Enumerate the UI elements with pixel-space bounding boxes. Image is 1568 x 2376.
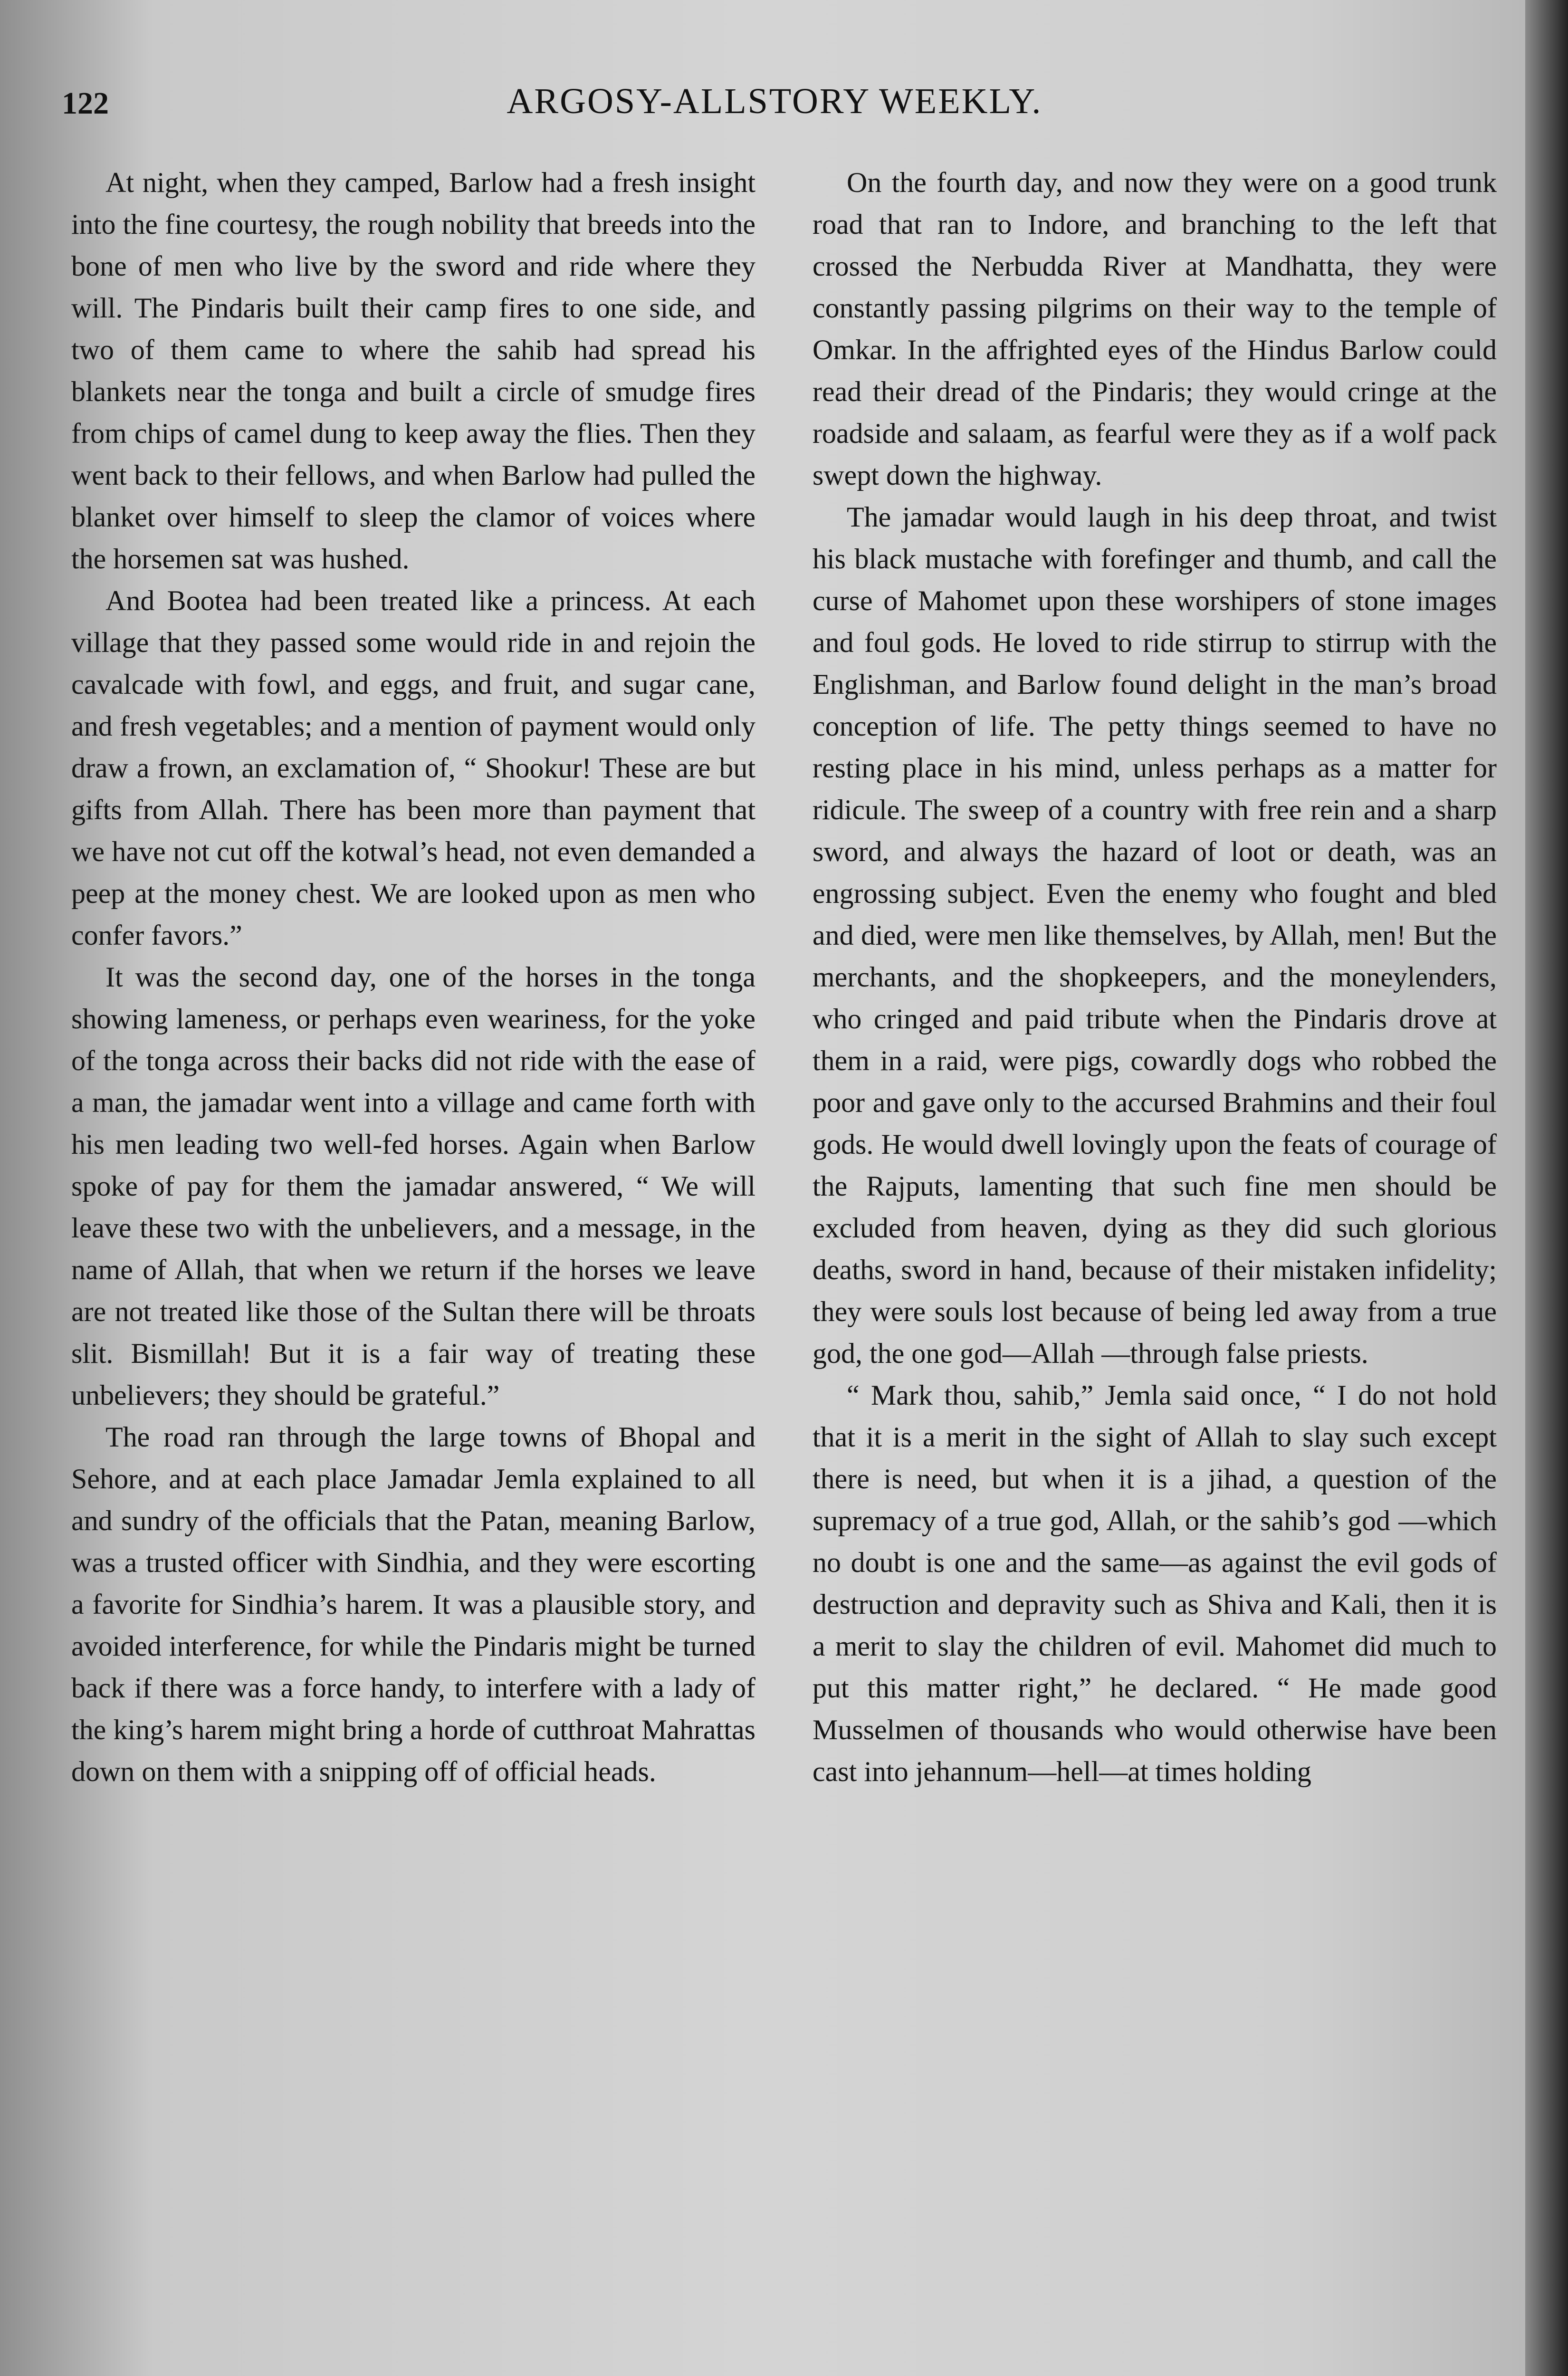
paragraph: The road ran through the large towns of Bhopal and Sehore, and at each place Jamadar Jemla explained to all and sundry of the officials that the Patan, meaning Barlow, was a trusted officer with Sindhia, and they were escorting a favorite for Sindhia’s harem. It was a plausible story, and avoided interference, for while the Pindaris might be turned back if there was a force handy, to interfere with a lady of the king’s harem might bring a horde of cutthroat Mahrattas down on them with a snipping off of official heads. [71,1421,755,1787]
paragraph: And Bootea had been treated like a princess. At each village that they passed some would ride in and rejoin the cavalcade with fowl, and eggs, and fruit, and sugar cane, and fresh vegetables; and a mention of payment would only draw a frown, an exclamation of, “ Shookur! These are but gifts from Allah. There has been more than payment that we have not cut off the kotwal’s head, not even demanded a peep at the money chest. We are looked upon as men who confer favors.” [71,585,755,951]
paragraph: The jamadar would laugh in his deep throat, and twist his black mustache with forefinger and thumb, and call the curse of Mahomet upon these worshipers of stone images and foul gods. He loved to ride stirrup to stirrup with the Englishman, and Barlow found delight in the man’s broad conception of life. The petty things seemed to have no resting place in his mind, unless perhaps as a matter for ridicule. The sweep of a country with free rein and a sharp sword, and always the hazard of loot or death, was an engrossing subject. Even the enemy who fought and bled and died, were men like themselves, by Allah, men! But the merchants, and the shopkeepers, and the moneylenders, who cringed and paid tribute when the Pindaris drove at them in a raid, were pigs, cowardly dogs who robbed the poor and gave only to the accursed Brahmins and their foul gods. He would dwell lovingly upon the feats of courage of the Rajputs, lamenting that such fine men should be excluded from heaven, dying as they did such glorious deaths, sword in hand, because of their mistaken infidelity; they were souls lost because of being led away from a true god, the one god—Allah —through false priests. [813,501,1497,1369]
paragraph: At night, when they camped, Barlow had a fresh insight into the fine courtesy, the rough nobility that breeds into the bone of men who live by the sword and ride where they will. The Pindaris built their camp fires to one side, and two of them came to where the sahib had spread his blankets near the tonga and built a circle of smudge fires from chips of camel dung to keep away the flies. Then they went back to their fellows, and when Barlow had pulled the blanket over himself to sleep the clamor of voices where the horsemen sat was hushed. [71,167,755,575]
right-column [813,162,1497,2376]
text-columns [71,162,1497,2376]
paragraph: “ Mark thou, sahib,” Jemla said once, “ I do not hold that it is a merit in the sight of Allah to slay such except there is need, but when it is a jihad, a question of the supremacy of a true god, Allah, or the sahib’s god —which no doubt is one and the same—as against the evil gods of destruction and depravity such as Shiva and Kali, then it is a merit to slay the children of evil. Mahomet did much to put this matter right,” he declared. “ He made good Musselmen of thousands who would otherwise have been cast into jehannum—hell—at times holding [813,1380,1497,1787]
page-edge-shadow [1525,0,1568,2376]
paragraph: It was the second day, one of the horses in the tonga showing lameness, or perhaps even weariness, for the yoke of the tonga across their backs did not ride with the ease of a man, the jamadar went into a village and came forth with his men leading two well-fed horses. Again when Barlow spoke of pay for them the jamadar answered, “ We will leave these two with the unbelievers, and a message, in the name of Allah, that when we return if the horses we leave are not treated like those of the Sultan there will be throats slit. Bismillah! But it is a fair way of treating these unbelievers; they should be grateful.” [71,961,755,1411]
paragraph: On the fourth day, and now they were on a good trunk road that ran to Indore, and branching to the left that crossed the Nerbudda River at Mandhatta, they were constantly passing pilgrims on their way to the temple of Omkar. In the affrighted eyes of the Hindus Barlow could read their dread of the Pindaris; they would cringe at the roadside and salaam, as fearful were they as if a wolf pack swept down the highway. [813,167,1497,491]
page-number: 122 [62,86,109,121]
page-header [62,81,1487,133]
left-column [71,162,755,2376]
running-title: ARGOSY-ALLSTORY WEEKLY. [507,81,1042,121]
